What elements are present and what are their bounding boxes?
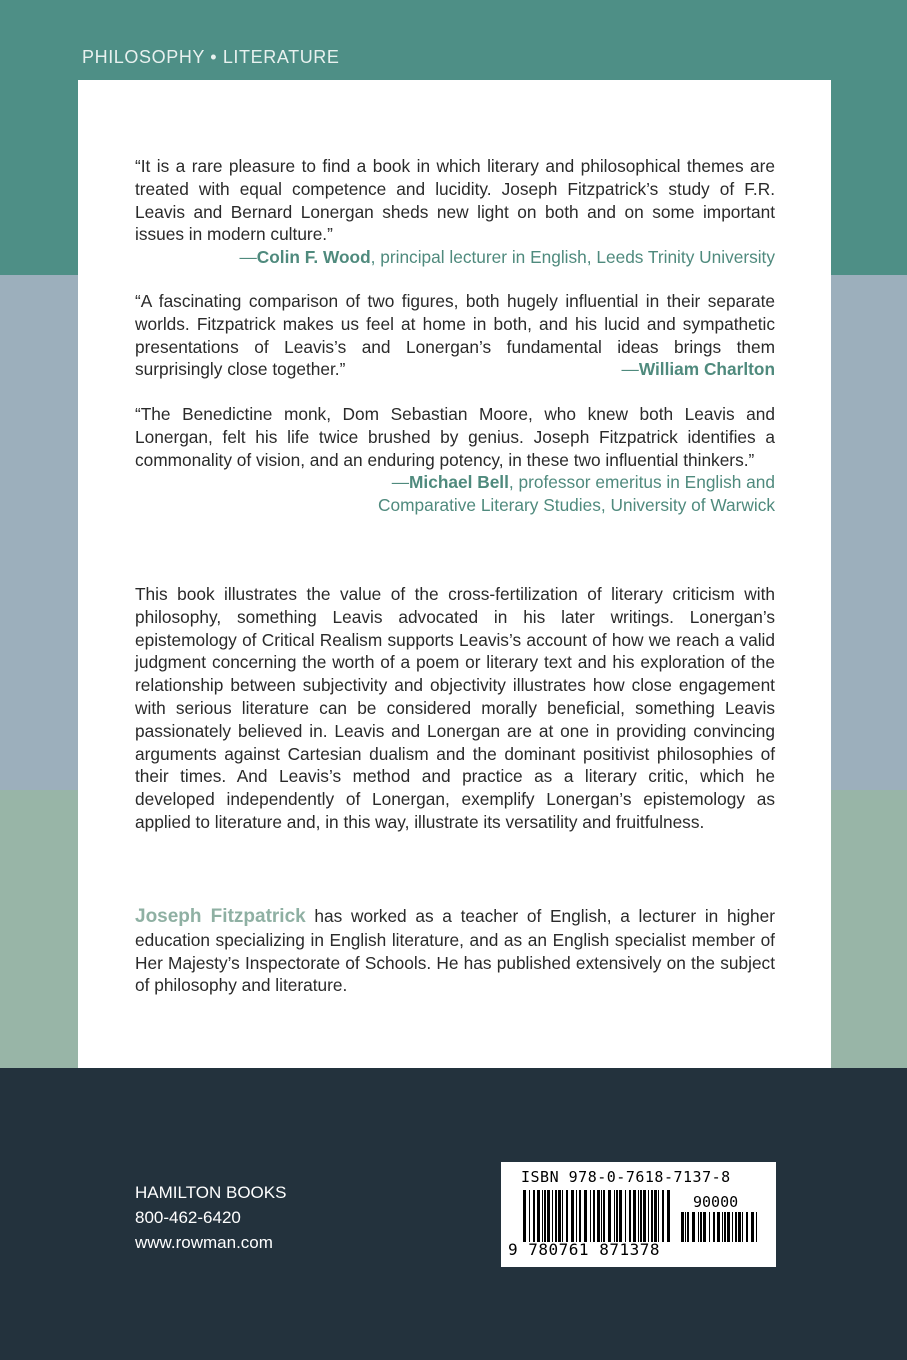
barcode-bar <box>584 1190 587 1242</box>
barcode-bar <box>614 1190 615 1242</box>
barcode-box <box>501 1162 776 1267</box>
barcode-bar <box>590 1190 591 1242</box>
barcode-bar <box>542 1190 543 1242</box>
barcode-bar <box>654 1190 657 1242</box>
barcode-bar <box>633 1190 636 1242</box>
barcode-bar <box>571 1190 574 1242</box>
barcode-bar <box>700 1212 702 1242</box>
barcode-bar <box>537 1190 540 1242</box>
endorsement-quote <box>135 403 775 517</box>
quote-author-title: , professor emeritus in English and Comparative Literary Studies, University of Warwick <box>378 472 775 516</box>
barcode-bar <box>717 1212 720 1242</box>
barcode-bar <box>724 1212 726 1242</box>
quote-text: “It is a rare pleasure to find a book in which literary and philosophical themes are treated with equal competence and lucidity. Joseph Fitzpatrick’s study of F.R. Leavis and Bernard Lonergan sheds new light on both and on some important issues in modern culture.” <box>135 156 775 245</box>
barcode-bar <box>703 1212 706 1242</box>
endorsement-quote <box>135 290 775 381</box>
barcode-bar <box>629 1190 631 1242</box>
barcode-bar <box>709 1212 710 1242</box>
isbn-label: ISBN 978-0-7618-7137-8 <box>521 1168 731 1186</box>
barcode-bar <box>597 1190 600 1242</box>
price-code: 90000 <box>693 1193 739 1211</box>
barcode-bar <box>555 1190 557 1242</box>
author-bio-paragraph <box>135 905 775 997</box>
barcode-bar <box>735 1212 737 1242</box>
attribution-dash: — <box>621 359 639 380</box>
barcode-bar <box>713 1212 715 1242</box>
barcode-bar <box>643 1190 646 1242</box>
barcode-bar <box>616 1190 618 1242</box>
quote-text: “The Benedictine monk, Dom Sebastian Moore, who knew both Leavis and Lonergan, felt his life twice brushed by genius. Joseph Fitzpatrick identifies a commonality of vision, and an enduring potency, in these two influential thinkers.” <box>135 404 775 470</box>
category-label: PHILOSOPHY • LITERATURE <box>82 47 340 67</box>
barcode-bar <box>558 1190 561 1242</box>
barcode-bar <box>562 1190 563 1242</box>
barcode-bar <box>566 1190 568 1242</box>
barcode-bar <box>651 1190 653 1242</box>
book-description <box>135 583 775 834</box>
quote-attribution <box>135 471 775 517</box>
barcode-bar <box>681 1212 684 1242</box>
quote-text: “A fascinating comparison of two figures, both hugely influential in their separate worlds. Fitzpatrick makes us feel at home in both, and his lucid and sympathetic presentations of Leavis’s and Lonergan’s fundamental ideas brings them surprisingly close together.” <box>135 291 775 380</box>
quote-attribution <box>135 246 775 269</box>
barcode-bar <box>547 1190 550 1242</box>
publisher-name: HAMILTON BOOKS <box>135 1183 287 1202</box>
barcode-bar <box>640 1190 642 1242</box>
barcode-bar <box>544 1190 546 1242</box>
barcode-bar <box>662 1190 664 1242</box>
barcode-bar <box>722 1212 723 1242</box>
quote-author: Colin F. Wood <box>256 247 371 268</box>
barcode-bar <box>751 1212 754 1242</box>
quote-author-title: , principal lecturer in English, Leeds Trinity University <box>370 247 775 268</box>
barcode-bar <box>727 1212 730 1242</box>
barcode-bar <box>687 1212 689 1242</box>
publisher-website: www.rowman.com <box>135 1233 273 1252</box>
barcode-bar <box>638 1190 639 1242</box>
barcode-bar <box>523 1190 526 1242</box>
author-bio-text: has worked as a teacher of English, a lecturer in higher education specializing in English literature, and as an English specialist member of Her Majesty’s Inspectorate of Schools. He has published extensively on the subject of philosophy and literature. <box>135 906 775 996</box>
attribution-dash: — <box>239 247 257 268</box>
endorsement-quote <box>135 155 775 269</box>
barcode-bar <box>658 1190 659 1242</box>
barcode-bar <box>738 1212 741 1242</box>
barcode-digits: 9 780761 871378 <box>508 1240 660 1259</box>
barcode-bar <box>685 1212 686 1242</box>
author-bio <box>135 905 775 997</box>
barcode-bar <box>533 1190 535 1242</box>
barcode-bar <box>667 1190 670 1242</box>
description-text: This book illustrates the value of the cross-fertilization of literary criticism with philosophy, something Leavis advocated in his later writings. Lonergan’s epistemology of Critical Realism supports Leavis’s account of how we reach a valid judgment concerning the worth of a poem or literary text and his exploration of the relationship between subjectivity and objectivity illustrates how close engagement with serious literature can be considered morally beneficial, something Leavis passionately believed in. Leavis and Lonergan are at one in providing convincing arguments against Cartesian dualism and the dominant positivist philosophies of their times. And Leavis’s method and practice as a literary critic, which he developed independently of Lonergan, exemplify Lonergan’s epistemology as applied to literature and, in this way, illustrate its versatility and fruitfulness. <box>135 584 775 832</box>
barcode-bar <box>579 1190 581 1242</box>
barcode-bar <box>601 1190 602 1242</box>
publisher-info <box>135 1180 286 1255</box>
barcode-bar <box>593 1190 595 1242</box>
barcode-bar <box>576 1190 577 1242</box>
publisher-phone: 800-462-6420 <box>135 1208 241 1227</box>
barcode-bar <box>625 1190 626 1242</box>
author-name: Joseph Fitzpatrick <box>135 906 306 927</box>
barcode-bar <box>756 1212 757 1242</box>
barcode-bar <box>698 1212 699 1242</box>
barcode-bar <box>529 1190 530 1242</box>
barcode-bar <box>603 1190 605 1242</box>
quote-author: William Charlton <box>638 359 775 380</box>
attribution-dash: — <box>391 472 410 493</box>
barcode-bar <box>648 1190 649 1242</box>
barcode-bar <box>732 1212 733 1242</box>
barcode-bar <box>552 1190 553 1242</box>
barcode-bar <box>742 1212 743 1242</box>
barcode-bar <box>746 1212 748 1242</box>
barcode-bar <box>619 1190 622 1242</box>
barcode-bar <box>692 1212 695 1242</box>
barcode-bar <box>608 1190 611 1242</box>
quote-author: Michael Bell <box>409 472 509 493</box>
